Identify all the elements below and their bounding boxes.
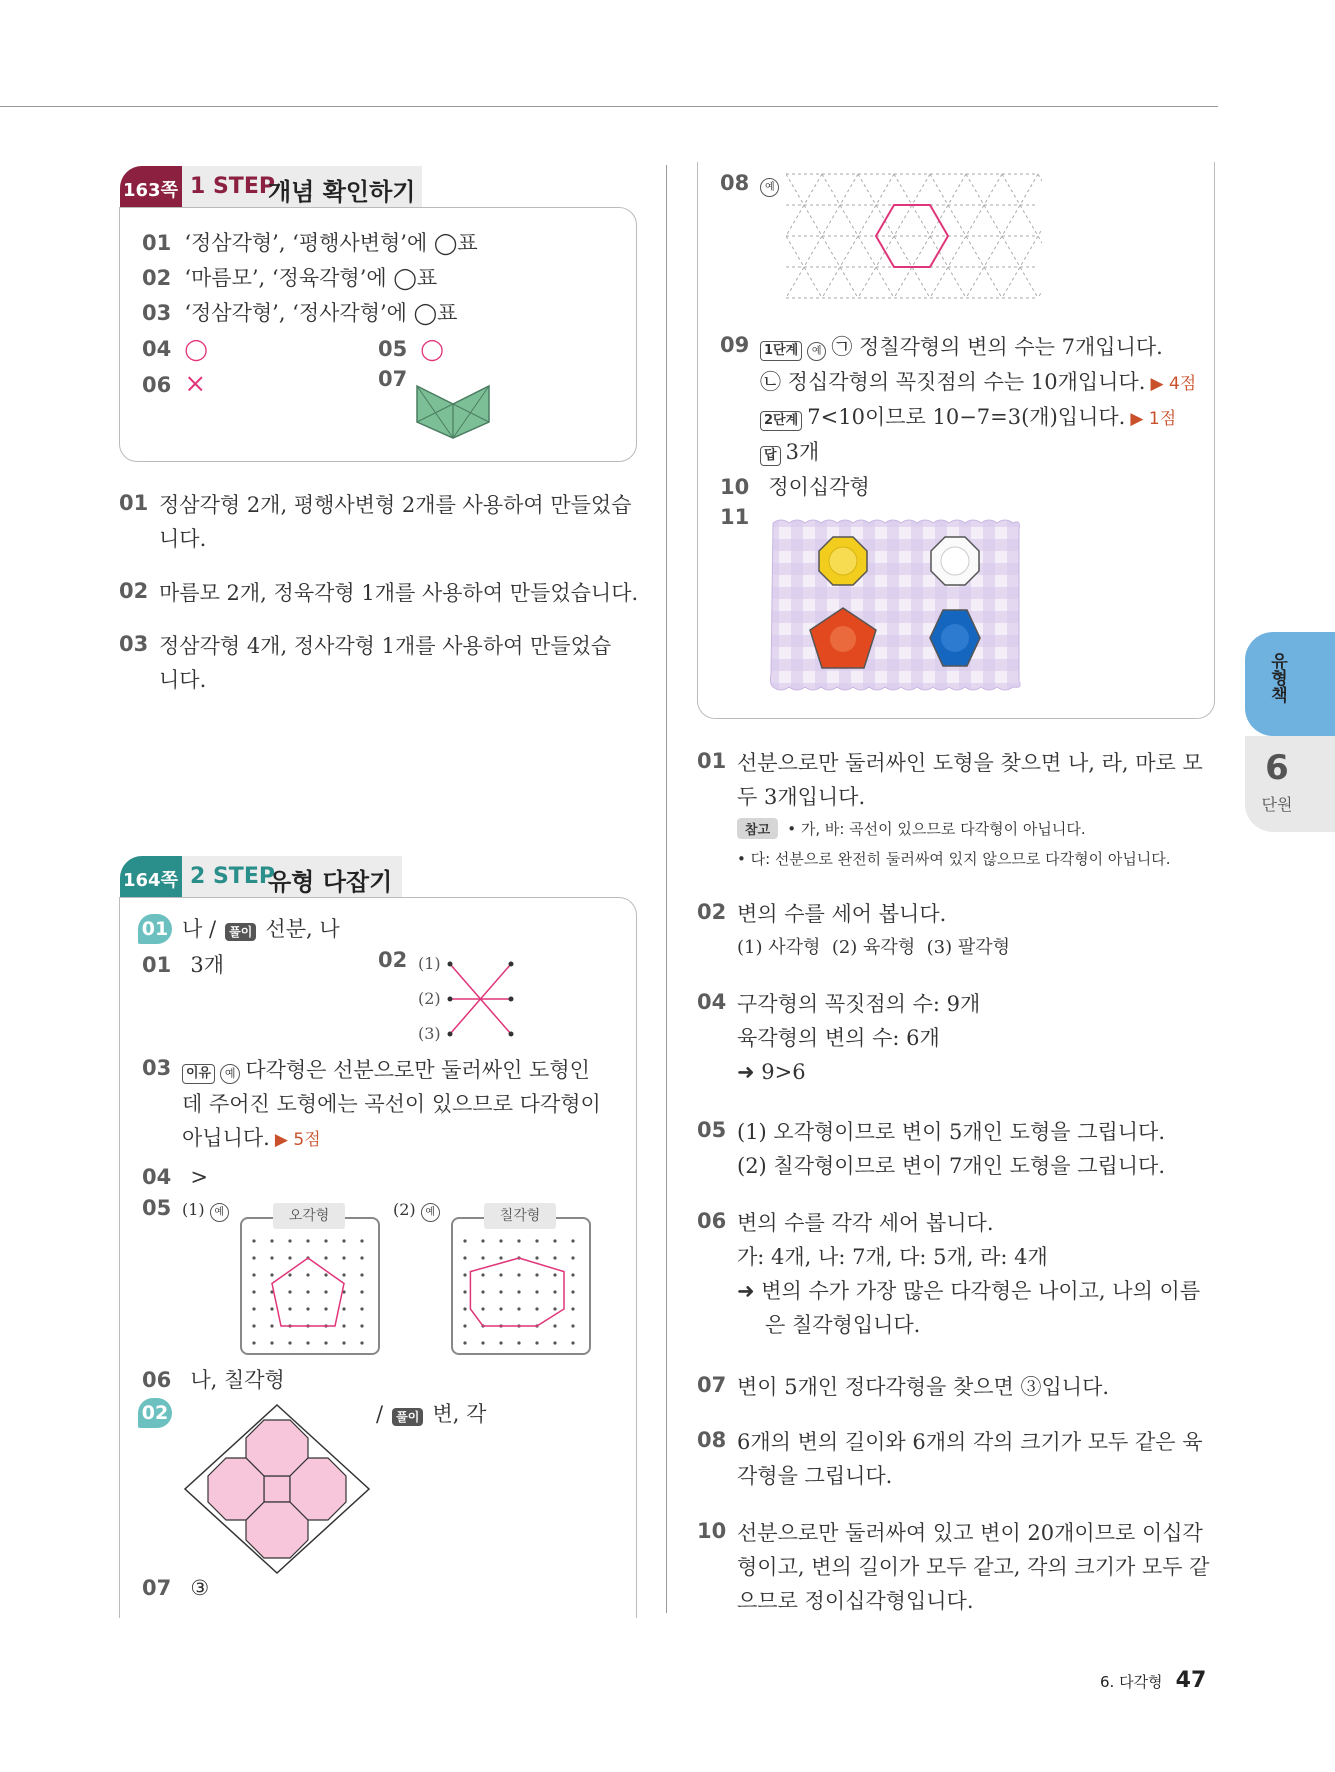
s2-a05-pentagon-grid [246, 1235, 372, 1347]
grid-dot [463, 1324, 466, 1327]
s2-q02-line: / 풀이 변, 각 [376, 1402, 487, 1426]
grid-dot [324, 1273, 327, 1276]
r-a11-plates-picture [767, 515, 1025, 693]
s2-q02-badge: 02 [138, 1398, 172, 1428]
grid-dot [342, 1307, 345, 1310]
grid-dot [481, 1256, 484, 1259]
grid-dot [517, 1273, 520, 1276]
grid-dot [499, 1290, 502, 1293]
column-divider [666, 165, 667, 1613]
grid-dot [288, 1307, 291, 1310]
grid-dot [270, 1324, 273, 1327]
footer [1100, 1668, 1206, 1693]
grid-dot [360, 1256, 363, 1259]
s1-item-03-text: ‘정삼각형’, ‘정사각형’에 ◯표 [184, 301, 458, 325]
s2-a05: 05 [142, 1196, 172, 1220]
grid-dot [535, 1307, 538, 1310]
s2-a03-points: ▶ 5점 [274, 1130, 321, 1150]
grid-dot [571, 1290, 574, 1293]
grid-dot [463, 1239, 466, 1242]
s2-a02-matching-lines [445, 955, 517, 1037]
grid-dot [553, 1256, 556, 1259]
grid-dot [270, 1307, 273, 1310]
grid-dot [517, 1239, 520, 1242]
grid-dot [324, 1256, 327, 1259]
s2-a02: 02 [378, 948, 408, 972]
s2-q02-octagon-figure [182, 1402, 372, 1576]
grid-dot [324, 1290, 327, 1293]
s1-exp-01-line1: 정삼각형 2개, 평행사변형 2개를 사용하여 만들었습 [159, 493, 632, 517]
grid-dot [553, 1341, 556, 1344]
grid-dot [342, 1341, 345, 1344]
s1-exp-02-line1: 마름모 2개, 정육각형 1개를 사용하여 만들었습니다. [159, 581, 639, 605]
grid-dot [463, 1341, 466, 1344]
grid-dot [252, 1256, 255, 1259]
grid-dot [553, 1239, 556, 1242]
grid-dot [306, 1290, 309, 1293]
r-a08: 08 예 [720, 171, 779, 197]
s1-item-07-shape [415, 372, 491, 440]
s1-item-05-text: ◯ [420, 337, 444, 361]
grid-dot [535, 1256, 538, 1259]
grid-dot [288, 1341, 291, 1344]
s2-a03-reason-tag: 이유 [182, 1064, 215, 1084]
grid-dot [553, 1290, 556, 1293]
grid-dot [571, 1256, 574, 1259]
grid-dot [499, 1307, 502, 1310]
section2-header [120, 856, 402, 898]
grid-dot [360, 1273, 363, 1276]
side-tab-book-label: 유형책 [1267, 652, 1287, 703]
grid-dot [571, 1273, 574, 1276]
grid-dot [553, 1273, 556, 1276]
grid-dot [342, 1256, 345, 1259]
section1-step: 1 STEP [190, 174, 275, 199]
grid-line [1038, 174, 1042, 298]
grid-dot [360, 1239, 363, 1242]
s1-item-05: 05 ◯ [378, 337, 444, 361]
grid-dot [342, 1239, 345, 1242]
grid-dot [481, 1273, 484, 1276]
grid-dot [360, 1324, 363, 1327]
grid-dot [324, 1239, 327, 1242]
top-rule [0, 106, 1218, 107]
grid-dot [324, 1307, 327, 1310]
grid-dot [535, 1239, 538, 1242]
side-tab-unit-num: 6 [1265, 748, 1289, 788]
grid-dot [571, 1239, 574, 1242]
grid-dot [499, 1239, 502, 1242]
grid-dot [535, 1290, 538, 1293]
s2-a04: 04 > [142, 1165, 208, 1189]
grid-dot [270, 1256, 273, 1259]
grid-dot [306, 1341, 309, 1344]
r-a09-step1-tag: 1단계 [760, 341, 802, 361]
s2-a06: 06 나, 칠각형 [142, 1368, 285, 1392]
r-a10: 10 정이십각형 [720, 475, 870, 499]
grid-dot [360, 1307, 363, 1310]
s2-a01: 01 3개 [142, 953, 224, 977]
grid-dot [463, 1256, 466, 1259]
grid-dot [288, 1239, 291, 1242]
s2-a07: 07 ③ [142, 1576, 210, 1600]
s1-item-04-text: ◯ [184, 337, 208, 361]
grid-dot [306, 1239, 309, 1242]
s2-a02-label3: (3) [418, 1024, 441, 1043]
s1-item-07: 07 [378, 367, 408, 391]
grid-dot [360, 1290, 363, 1293]
section2-page: 164쪽 [123, 870, 178, 891]
s1-item-01-text: ‘정삼각형’, ‘평행사변형’에 ◯표 [184, 231, 478, 255]
grid-dot [463, 1307, 466, 1310]
grid-dot [517, 1307, 520, 1310]
grid-dot [517, 1290, 520, 1293]
grid-dot [499, 1341, 502, 1344]
grid-dot [342, 1324, 345, 1327]
section1-header [120, 166, 422, 208]
grid-dot [517, 1341, 520, 1344]
s2-a02-label2: (2) [418, 989, 441, 1008]
s2-a02-label1: (1) [418, 954, 441, 973]
s2-a05-heptagon-grid [457, 1235, 583, 1347]
s2-a05-name2: 칠각형 [484, 1203, 556, 1229]
s2-q02-tag: 풀이 [392, 1408, 423, 1426]
section1-title: 개념 확인하기 [268, 178, 416, 206]
s2-a05-label1: (1) 예 [182, 1200, 229, 1222]
grid-dot [270, 1341, 273, 1344]
grid-dot [481, 1290, 484, 1293]
s1-item-02-text: ‘마름모’, ‘정육각형’에 ◯표 [184, 266, 438, 290]
s2-a03-ex-mark: 예 [220, 1064, 240, 1084]
section2-title: 유형 다잡기 [268, 868, 393, 896]
grid-line [1038, 174, 1042, 298]
grid-dot [499, 1256, 502, 1259]
grid-dot [481, 1341, 484, 1344]
grid-dot [306, 1273, 309, 1276]
side-tab-unit-label: 단원 [1261, 795, 1293, 814]
grid-dot [252, 1239, 255, 1242]
grid-dot [481, 1307, 484, 1310]
r-a08-triangle-grid [786, 172, 1042, 322]
s1-item-02: 02 ‘마름모’, ‘정육각형’에 ◯표 [142, 266, 438, 290]
grid-dot [463, 1290, 466, 1293]
s1-item-01: 01 ‘정삼각형’, ‘평행사변형’에 ◯표 [142, 231, 478, 255]
section1-page: 163쪽 [123, 180, 178, 201]
side-tab-book[interactable] [1245, 632, 1335, 736]
grid-dot [288, 1273, 291, 1276]
grid-dot [360, 1341, 363, 1344]
grid-dot [499, 1273, 502, 1276]
grid-dot [324, 1341, 327, 1344]
grid-dot [535, 1341, 538, 1344]
s2-a05-name1: 오각형 [273, 1203, 345, 1229]
grid-dot [270, 1239, 273, 1242]
s1-item-04: 04 ◯ [142, 337, 208, 361]
grid-dot [252, 1307, 255, 1310]
s1-exp-03-line1: 정삼각형 4개, 정사각형 1개를 사용하여 만들었습 [159, 634, 612, 658]
grid-dot [252, 1324, 255, 1327]
s2-q01-tag: 풀이 [225, 923, 256, 941]
grid-dot [252, 1341, 255, 1344]
r-a09-answer-tag: 답 [760, 446, 781, 466]
s1-item-06: 06 × [142, 369, 207, 399]
grid-dot [342, 1273, 345, 1276]
grid-dot [252, 1290, 255, 1293]
grid-dot [288, 1256, 291, 1259]
grid-dot [463, 1273, 466, 1276]
grid-dot [306, 1307, 309, 1310]
s1-item-03: 03 ‘정삼각형’, ‘정사각형’에 ◯표 [142, 301, 458, 325]
grid-dot [288, 1290, 291, 1293]
grid-dot [553, 1307, 556, 1310]
s1-exp-01-line2: 니다. [159, 527, 207, 551]
r-a11: 11 [720, 505, 750, 529]
side-tab-unit[interactable] [1245, 736, 1335, 832]
s1-item-06-text: × [184, 369, 207, 399]
s2-q01-line: 나 / 풀이 선분, 나 [182, 917, 340, 941]
footer-page-num: 47 [1175, 1668, 1207, 1693]
r-exp-01-note-tag: 참고 [737, 818, 778, 839]
grid-dot [571, 1324, 574, 1327]
grid-dot [571, 1341, 574, 1344]
grid-dot [270, 1273, 273, 1276]
grid-dot [481, 1239, 484, 1242]
s2-a05-label2: (2) 예 [393, 1200, 440, 1222]
section2-step: 2 STEP [190, 864, 275, 889]
r-a09-step2-tag: 2단계 [760, 411, 802, 431]
grid-dot [571, 1307, 574, 1310]
grid-dot [535, 1273, 538, 1276]
s2-q01-badge: 01 [138, 914, 172, 944]
footer-chapter: 6. 다각형 [1100, 1673, 1163, 1691]
s1-exp-03-line2: 니다. [159, 668, 207, 692]
grid-dot [553, 1324, 556, 1327]
grid-dot [252, 1273, 255, 1276]
